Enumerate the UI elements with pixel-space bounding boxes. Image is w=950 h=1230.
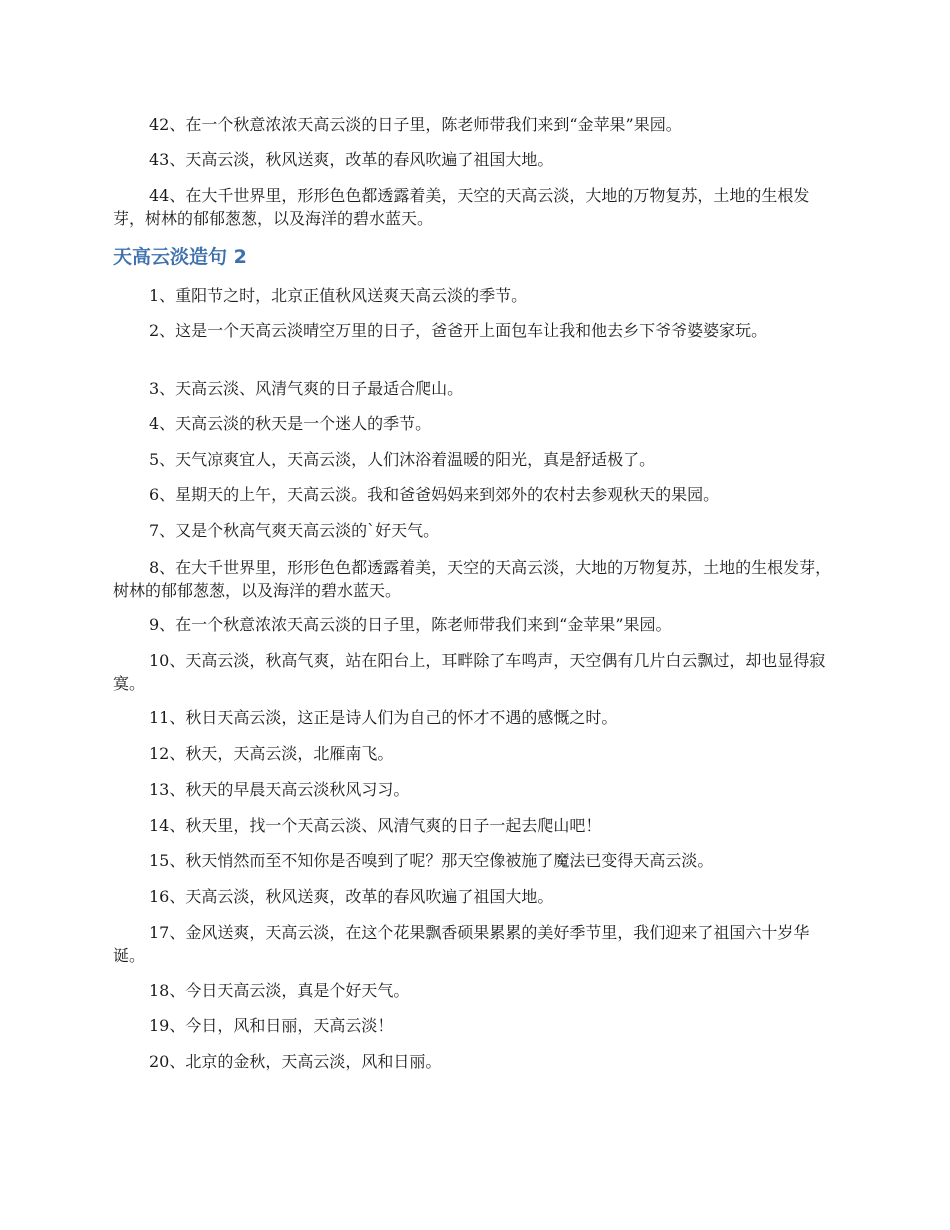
paragraph: 1、重阳节之时，北京正值秋风送爽天高云淡的季节。	[149, 286, 528, 305]
paragraph: 9、在一个秋意浓浓天高云淡的日子里，陈老师带我们来到“金苹果”果园。	[149, 615, 672, 634]
paragraph: 11、秋日天高云淡，这正是诗人们为自己的怀才不遇的感慨之时。	[149, 708, 618, 727]
paragraph: 42、在一个秋意浓浓天高云淡的日子里，陈老师带我们来到“金苹果”果园。	[149, 115, 682, 134]
paragraph: 12、秋天，天高云淡，北雁南飞。	[149, 744, 394, 763]
paragraph: 4、天高云淡的秋天是一个迷人的季节。	[149, 414, 432, 433]
paragraph: 16、天高云淡，秋风送爽，改革的春风吹遍了祖国大地。	[149, 887, 554, 906]
paragraph: 13、秋天的早晨天高云淡秋风习习。	[149, 780, 410, 799]
paragraph: 3、天高云淡、风清气爽的日子最适合爬山。	[149, 379, 464, 398]
paragraph: 6、星期天的上午，天高云淡。我和爸爸妈妈来到郊外的农村去参观秋天的果园。	[149, 485, 720, 504]
section-heading: 天高云淡造句 2	[113, 246, 247, 268]
paragraph: 10、天高云淡，秋高气爽，站在阳台上，耳畔除了车鸣声，天空偶有几片白云飘过，却也显得寂寞。	[113, 651, 826, 693]
paragraph: 43、天高云淡，秋风送爽，改革的春风吹遍了祖国大地。	[149, 150, 554, 169]
paragraph: 20、北京的金秋，天高云淡，风和日丽。	[149, 1052, 442, 1071]
paragraph: 15、秋天悄然而至不知你是否嗅到了呢？那天空像被施了魔法已变得天高云淡。	[149, 851, 714, 870]
paragraph: 8、在大千世界里，形形色色都透露着美，天空的天高云淡，大地的万物复苏，土地的生根发芽，树林的郁郁葱葱，以及海洋的碧水蓝天。	[113, 558, 832, 600]
paragraph: 7、又是个秋高气爽天高云淡的`好天气。	[149, 521, 440, 540]
paragraph: 19、今日，风和日丽，天高云淡！	[149, 1016, 394, 1035]
paragraph: 18、今日天高云淡，真是个好天气。	[149, 981, 410, 1000]
paragraph: 14、秋天里，找一个天高云淡、风清气爽的日子一起去爬山吧！	[149, 816, 602, 835]
paragraph: 5、天气凉爽宜人，天高云淡，人们沐浴着温暖的阳光，真是舒适极了。	[149, 450, 656, 469]
paragraph: 44、在大千世界里，形形色色都透露着美，天空的天高云淡，大地的万物复苏，土地的生根发芽，树林的郁郁葱葱，以及海洋的碧水蓝天。	[113, 186, 810, 228]
paragraph: 17、金风送爽，天高云淡，在这个花果飘香硕果累累的美好季节里，我们迎来了祖国六十岁华诞。	[113, 923, 810, 965]
paragraph: 2、这是一个天高云淡晴空万里的日子，爸爸开上面包车让我和他去乡下爷爷婆婆家玩。	[149, 321, 768, 340]
